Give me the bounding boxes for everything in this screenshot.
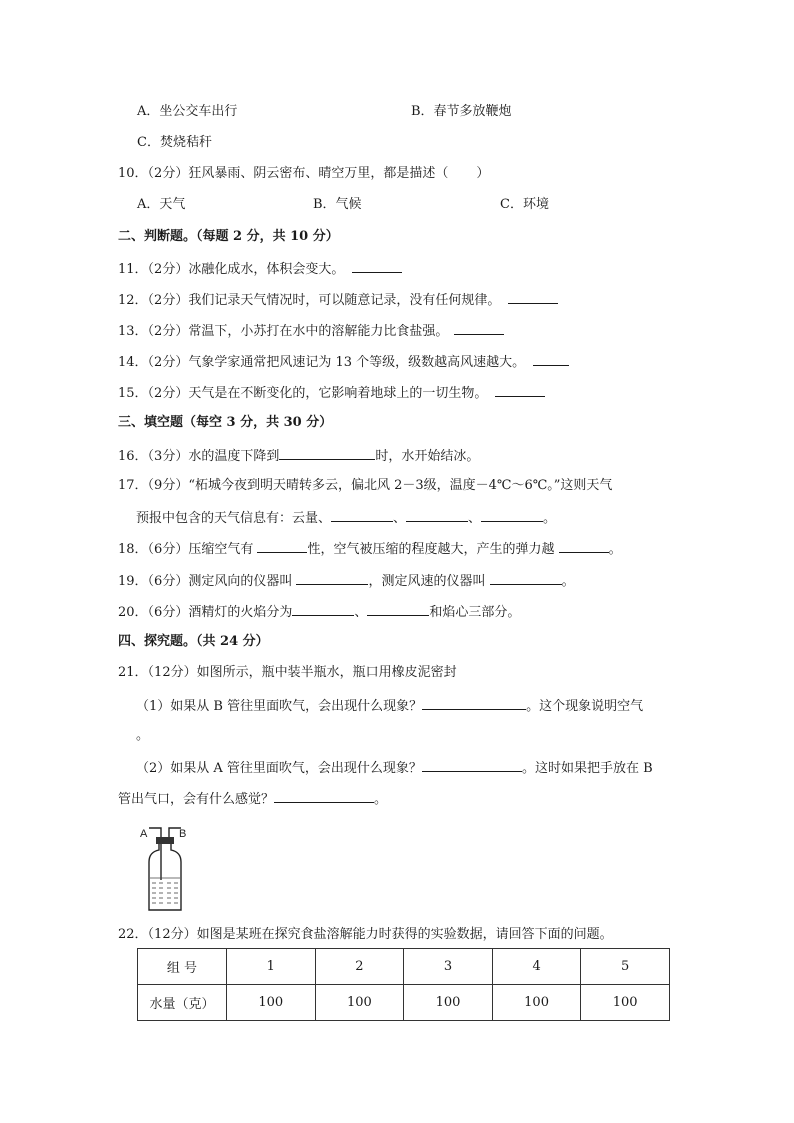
question-12-text: 12．（2分）我们记录天气情况时，可以随意记录，没有任何规律。 [118,293,501,308]
question-14-text: 14．（2分）气象学家通常把风速记为 13 个等级，级数越高风速越大。 [118,355,526,370]
period: 。 [608,542,622,557]
table-cell: 100 [227,985,316,1021]
question-22-intro: 22．（12分）如图是某班在探究食盐溶解能力时获得的实验数据，请回答下面的问题。 [118,927,613,942]
question-21-part2-tail: 。这时如果把手放在 B [521,761,653,776]
question-12 [118,290,558,310]
question-21-intro: 21．（12分）如图所示，瓶中装半瓶水，瓶口用橡皮泥密封 [118,665,457,680]
answer-blank[interactable] [508,290,558,304]
question-16-text: 16．（3分）水的温度下降到 [118,449,280,464]
answer-blank[interactable] [422,758,522,772]
question-19-middle: ，测定风速的仪器叫 [368,574,486,589]
separator: 、 [393,511,407,526]
question-20-tail: 和焰心三部分。 [429,605,521,620]
question-21-part2-text2: 管出气口，会有什么感觉？ [118,792,275,807]
answer-blank[interactable] [367,602,429,616]
table-cell: 2 [315,949,404,985]
answer-blank[interactable] [274,789,374,803]
tube-a-label: A [140,828,148,840]
question-21-part2 [136,758,653,778]
q10-option-b: B．气候 [313,197,362,212]
question-11-text: 11．（2分）冰融化成水，体积会变大。 [118,262,345,277]
table-header-cell: 组 号 [138,949,227,985]
table-cell: 1 [227,949,316,985]
table-cell: 100 [492,985,581,1021]
question-17-line1: 17．（9分）“柘城今夜到明天晴转多云，偏北风 2－3级，温度－4℃～6℃。”这则天气 [118,478,613,493]
table-cell: 3 [404,949,493,985]
question-16-tail: 时，水开始结冰。 [375,449,480,464]
question-21-part2-text: （2）如果从 A 管往里面吹气，会出现什么现象？ [136,761,422,776]
tube-b-label: B [179,828,187,840]
answer-blank[interactable] [352,259,402,273]
answer-blank[interactable] [481,508,543,522]
period: 。 [374,792,388,807]
question-20 [118,602,520,622]
question-20-text: 20．（6分）酒精灯的火焰分为 [118,605,293,620]
question-14 [118,352,569,372]
question-18 [118,539,622,559]
section-2-heading: 二、判断题。（每题 2 分，共 10 分） [118,229,339,244]
answer-blank[interactable] [422,696,526,710]
question-16 [118,446,479,466]
separator: 、 [354,605,368,620]
q9-option-a: A．坐公交车出行 [137,104,238,119]
table-cell: 100 [404,985,493,1021]
table-cell: 5 [581,949,670,985]
answer-blank[interactable] [406,508,468,522]
question-10-close: ） [476,166,490,181]
question-19-text: 19．（6分）测定风向的仪器叫 [118,574,293,589]
question-19 [118,571,575,591]
q10-option-c: C．环境 [500,197,549,212]
section-4-heading: 四、探究题。（共 24 分） [118,634,269,649]
question-10-number: 10． [118,166,148,181]
table-cell: 100 [581,985,670,1021]
answer-blank[interactable] [454,321,504,335]
salt-dissolving-table [137,948,670,1021]
question-21-part1-text: （1）如果从 B 管往里面吹气，会出现什么现象？ [136,699,423,714]
answer-blank[interactable] [279,446,375,460]
section-3-heading: 三、填空题（每空 3 分，共 30 分） [118,415,333,430]
question-18-text: 18．（6分）压缩空气有 [118,542,254,557]
bottle-outline [149,844,181,910]
question-10-text: （2分）狂风暴雨、阴云密布、晴空万里，都是描述（ [147,166,449,181]
question-15 [118,383,545,403]
question-17-text: 预报中包含的天气信息有：云量、 [136,511,332,526]
table-cell: 100 [315,985,404,1021]
bottle-figure [140,820,190,915]
question-21-part1-end: 。 [136,728,150,743]
answer-blank[interactable] [495,383,545,397]
answer-blank[interactable] [331,508,393,522]
question-18-middle: 性，空气被压缩的程度越大，产生的弹力越 [307,542,555,557]
water [150,878,180,903]
question-21-part2-line2 [118,789,387,809]
answer-blank[interactable] [292,602,354,616]
table-row [138,985,670,1021]
question-10 [118,165,489,183]
q10-option-a: A．天气 [137,197,186,212]
question-11 [118,259,402,279]
q9-option-b: B．春节多放鞭炮 [411,104,512,119]
table-row [138,949,670,985]
question-13 [118,321,504,341]
answer-blank[interactable] [490,571,562,585]
question-21-part1 [136,696,643,716]
period: 。 [561,574,575,589]
period: 。 [543,511,557,526]
table-cell: 4 [492,949,581,985]
answer-blank[interactable] [559,539,609,553]
question-13-text: 13．（2分）常温下，小苏打在水中的溶解能力比食盐强。 [118,324,449,339]
question-15-text: 15．（2分）天气是在不断变化的，它影响着地球上的一切生物。 [118,386,488,401]
answer-blank[interactable] [257,539,307,553]
question-21-part1-tail: 。这个现象说明空气 [526,699,644,714]
q9-option-c: C．焚烧秸秆 [137,135,212,150]
separator: 、 [468,511,482,526]
question-17-line2 [136,508,556,528]
table-header-cell: 水量（克） [138,985,227,1021]
stopper [156,837,174,844]
answer-blank[interactable] [296,571,368,585]
answer-blank[interactable] [533,352,569,366]
